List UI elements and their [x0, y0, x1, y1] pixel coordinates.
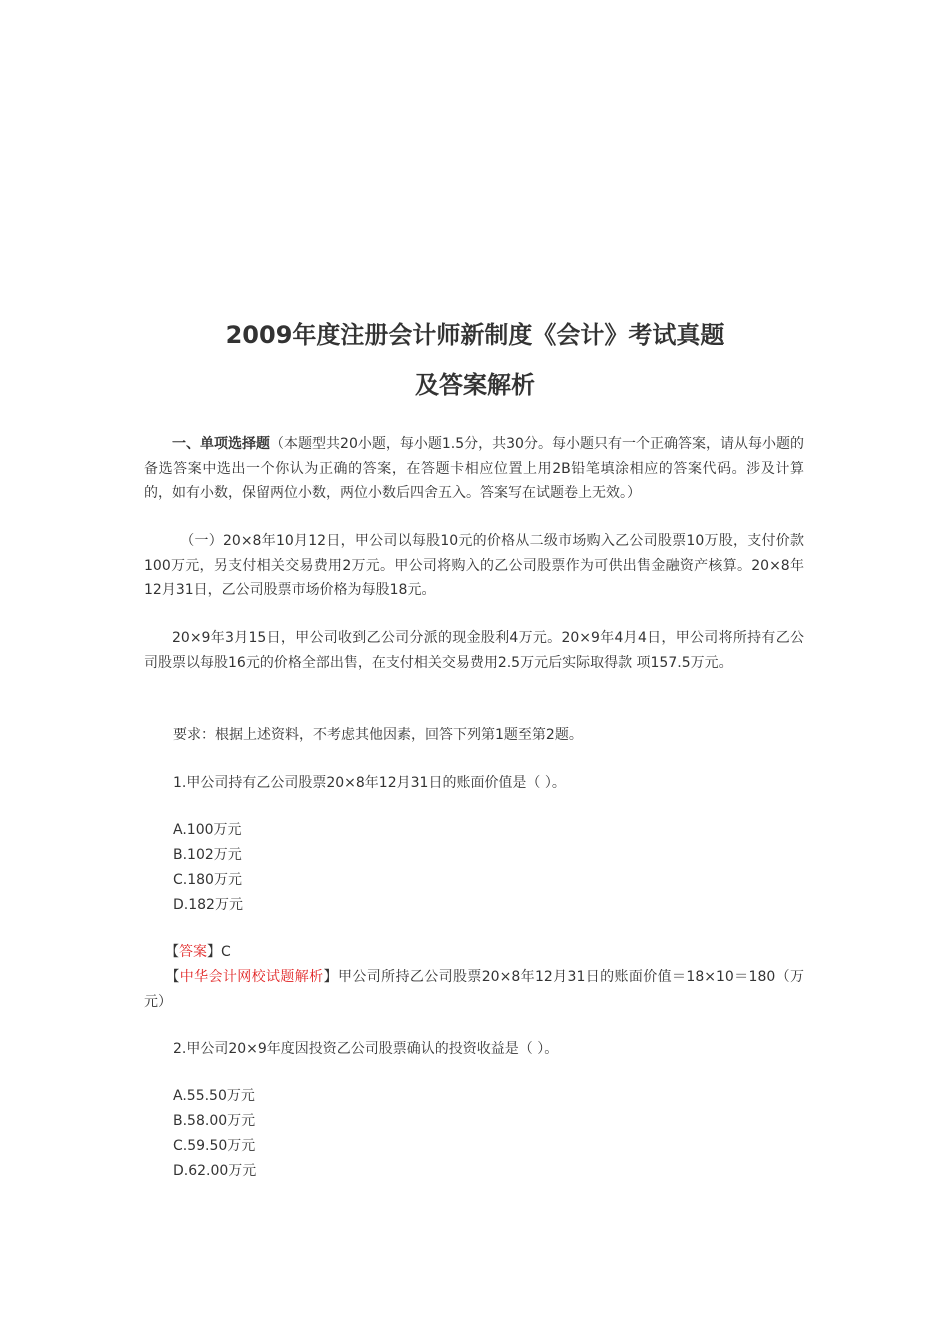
section-description: （本题型共20小题，每小题1.5分，共30分。每小题只有一个正确答案，请从每小题的备选答案中选出一个你认为正确的答案，在答题卡相应位置上用2B铅笔填涂相应的答案代码。涉及计算的，如有小数，保留两位小数，两位小数后四舍五入。答案写在试题卷上无效。）: [144, 436, 804, 501]
case-paragraph-2: [144, 626, 804, 675]
case-paragraph-2-text: 20×9年3月15日，甲公司收到乙公司分派的现金股利4万元。20×9年4月4日，甲公司将所持有乙公司股票以每股16元的价格全部出售，在支付相关交易费用2.5万元后实际取得款 项157.5万元。: [144, 630, 804, 671]
requirement-text: 要求：根据上述资料，不考虑其他因素，回答下列第1题至第2题。: [173, 727, 583, 743]
answer-value: C: [221, 944, 231, 960]
section-heading: 一、单项选择题: [172, 436, 271, 452]
q2-option-a: A.55.50万元: [173, 1088, 255, 1104]
q2-option-d: D.62.00万元: [173, 1163, 257, 1179]
q1-option-b: B.102万元: [173, 847, 242, 863]
analysis-text: 甲公司所持乙公司股票20×8年12月31日的账面价值＝18×10＝180（万元）: [144, 969, 805, 1010]
q1-analysis: [144, 965, 804, 1014]
q2-option-b: B.58.00万元: [173, 1113, 256, 1129]
case-paragraph-1-text: （一）20×8年10月12日，甲公司以每股10元的价格从二级市场购入乙公司股票10万股，支付价款100万元，另支付相关交易费用2万元。甲公司将购入的乙公司股票作为可供出售金融资产核算。20×8年12月31日，乙公司股票市场价格为每股18元。: [144, 533, 804, 598]
q1-option-c: C.180万元: [173, 872, 242, 888]
answer-bracket-open: 【: [165, 944, 179, 960]
answer-label: 答案: [179, 944, 207, 960]
section-intro: [144, 432, 804, 506]
analysis-label: 中华会计网校试题解析: [179, 969, 324, 985]
q1-option-a: A.100万元: [173, 822, 242, 838]
q2-option-c: C.59.50万元: [173, 1138, 256, 1154]
document-subtitle: 及答案解析: [415, 371, 535, 399]
q1-answer: [165, 940, 231, 965]
analysis-bracket-close: 】: [323, 969, 338, 985]
analysis-bracket-open: 【: [165, 969, 180, 985]
document-title: 2009年度注册会计师新制度《会计》考试真题: [225, 321, 725, 349]
question-1-stem: 1.甲公司持有乙公司股票20×8年12月31日的账面价值是（ ）。: [173, 775, 566, 791]
answer-bracket-close: 】: [207, 944, 221, 960]
q1-option-d: D.182万元: [173, 897, 243, 913]
question-2-stem: 2.甲公司20×9年度因投资乙公司股票确认的投资收益是（ ）。: [173, 1041, 559, 1057]
case-paragraph-1: [144, 529, 804, 603]
